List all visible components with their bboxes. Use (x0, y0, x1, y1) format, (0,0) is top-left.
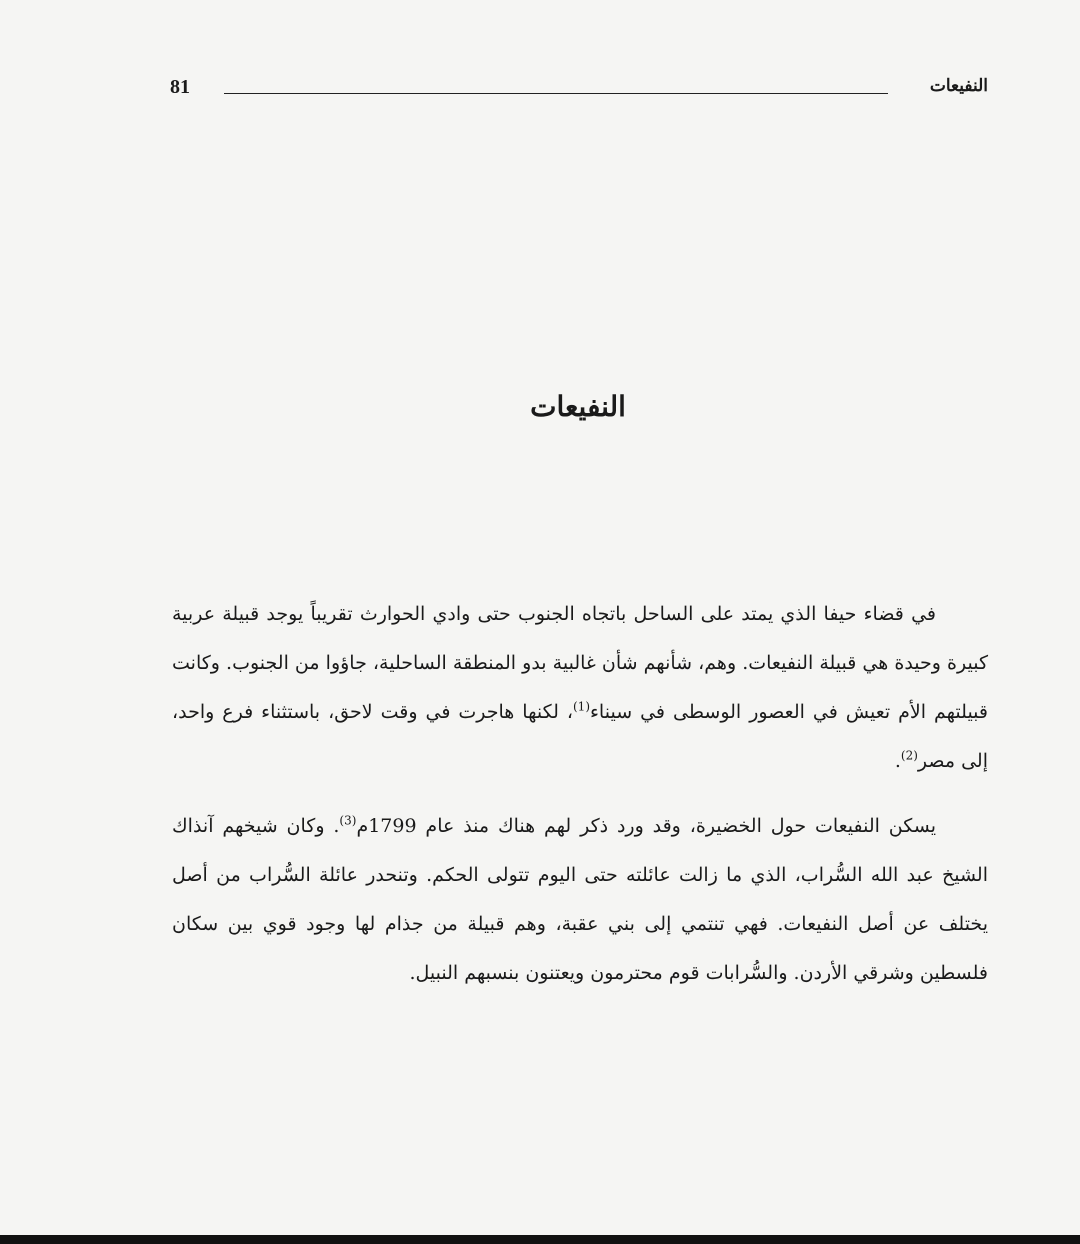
running-title: النفيعات (929, 76, 988, 96)
chapter-title: النفيعات (530, 390, 626, 423)
page-header (168, 76, 988, 106)
paragraph-1-text-a: في قضاء حيفا الذي يمتد على الساحل باتجاه الجنوب حتى وادي الحوارث تقريباً يوجد قبيلة عربية كبيرة وحيدة هي قبيلة النفيعات. وهم، شأنهم شأن غالبية بدو المنطقة الساحلية، جاؤوا من الجنوب. وكانت قبيلتهم الأم تعيش في العصور الوسطى في سيناء (172, 603, 988, 723)
footnote-ref-3: (3) (339, 813, 357, 828)
footnote-ref-2: (2) (900, 748, 918, 763)
paragraph-2-text-b: . وكان شيخهم آنذاك الشيخ عبد الله السُّراب، الذي ما زالت عائلته حتى اليوم تتولى الحكم. وتنحدر عائلة السُّراب من أصل يختلف عن أصل النفيعات. فهي تنتمي إلى بني عقبة، وهم قبيلة من جذام لها وجود قوي بين سكان فلسطين وشرقي الأردن. والسُّرابات قوم محترمون ويعتنون بنسبهم النبيل. (172, 815, 988, 984)
paragraph-1-text-b: ، لكنها هاجرت في وقت لاحق، باستثناء فرع واحد، إلى مصر (172, 701, 988, 772)
bottom-edge (0, 1235, 1080, 1244)
header-rule (224, 93, 888, 94)
paragraph-1-text-c: . (894, 750, 901, 772)
paragraph-1 (172, 590, 988, 786)
footnote-ref-1: (1) (572, 699, 590, 714)
page-number: 81 (170, 76, 190, 98)
body-text (172, 590, 988, 998)
paragraph-2-text-a: يسكن النفيعات حول الخضيرة، وقد ورد ذكر لهم هناك منذ عام 1799م (356, 815, 937, 837)
paragraph-2 (172, 802, 988, 998)
